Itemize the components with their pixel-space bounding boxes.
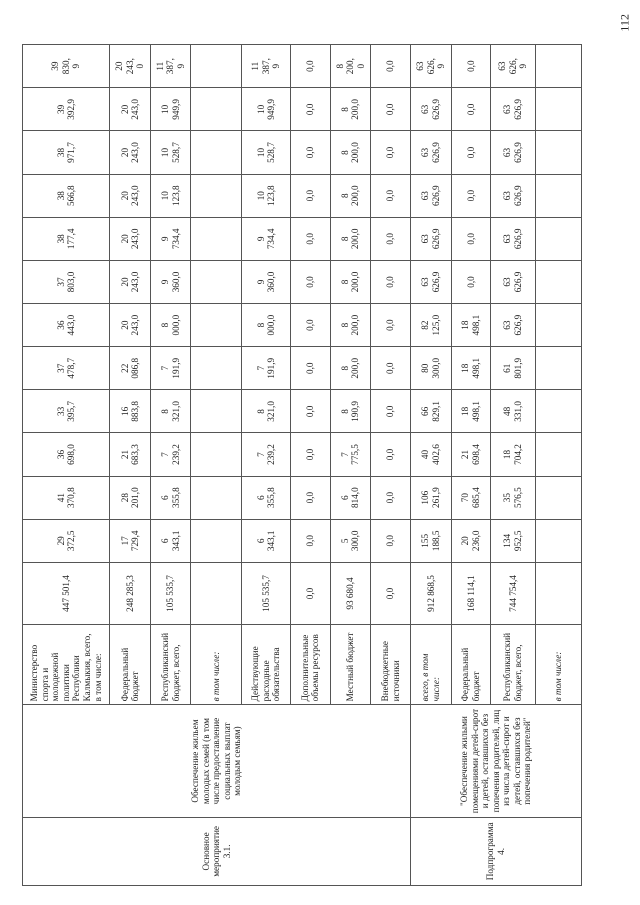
year-amount — [242, 519, 291, 562]
amount-value: 0,0 — [305, 146, 315, 159]
amount-value: 0,0 — [385, 189, 396, 202]
amount-value: 18 498,1 — [460, 401, 481, 422]
year-amount — [242, 304, 291, 347]
amount-value: 22 086,8 — [119, 357, 141, 379]
year-amount — [110, 131, 151, 174]
year-amount — [150, 519, 191, 562]
amount-value: 0,0 — [305, 233, 315, 245]
year-amount — [535, 131, 581, 174]
year-amount — [110, 88, 151, 131]
year-amount — [371, 304, 411, 347]
year-amount — [330, 304, 371, 347]
year-amount — [23, 217, 110, 260]
amount-value: 40 402,6 — [420, 444, 441, 465]
year-amount — [451, 45, 491, 88]
year-amount — [535, 476, 581, 519]
amount-value: 8 200,0 — [339, 185, 361, 207]
year-amount — [330, 433, 371, 476]
funding-source: в том числе: — [535, 625, 581, 705]
amount-value: 0,0 — [465, 60, 476, 72]
year-amount — [330, 88, 371, 131]
year-amount — [451, 390, 491, 433]
year-amount — [290, 304, 330, 347]
year-amount — [191, 131, 242, 174]
year-amount — [371, 217, 411, 260]
year-amount — [411, 131, 452, 174]
year-amount — [451, 131, 491, 174]
year-amount — [491, 131, 535, 174]
amount-value: 7 239,2 — [160, 444, 181, 465]
year-amount — [23, 476, 110, 519]
total-amount: 105 535,7 — [150, 562, 191, 624]
year-amount — [242, 433, 291, 476]
year-amount — [535, 433, 581, 476]
year-amount — [371, 433, 411, 476]
year-amount — [242, 390, 291, 433]
amount-value: 106 261,9 — [420, 487, 441, 508]
year-amount — [411, 217, 452, 260]
amount-value: 0,0 — [305, 189, 315, 202]
amount-value: 7 191,9 — [160, 357, 181, 379]
year-amount — [535, 390, 581, 433]
amount-value: 20 243, 0 — [114, 58, 146, 75]
funding-source: Республиканский бюджет, всего, — [491, 625, 535, 705]
year-amount — [491, 174, 535, 217]
amount-value: 10 123,8 — [255, 185, 277, 207]
amount-value: 0,0 — [305, 60, 315, 72]
funding-source: Республиканский бюджет, всего, — [150, 625, 191, 705]
amount-value: 11 387, 9 — [154, 58, 186, 75]
year-amount — [110, 519, 151, 562]
total-amount: 912 868,5 — [411, 562, 452, 624]
page-number: 112 — [618, 14, 632, 32]
amount-value: 8 000,0 — [160, 314, 181, 336]
year-amount — [411, 88, 452, 131]
year-amount — [242, 217, 291, 260]
year-amount — [411, 174, 452, 217]
amount-value: 63 626,9 — [502, 314, 523, 336]
year-amount — [23, 347, 110, 390]
year-amount — [451, 347, 491, 390]
year-amount — [150, 433, 191, 476]
year-amount — [371, 174, 411, 217]
year-amount — [242, 88, 291, 131]
year-amount — [371, 519, 411, 562]
funding-source: всего, в том числе: — [411, 625, 452, 705]
year-amount — [330, 45, 371, 88]
amount-value: 0,0 — [305, 276, 315, 288]
year-amount — [110, 304, 151, 347]
program-name: "Обеспечение жилыми помещениями детей-сирот и детей, оставшихся без попечения родителей, лиц из числа детей-сирот и детей, оставшихся без попечения родителей" — [411, 705, 582, 817]
total-amount: 168 114,1 — [451, 562, 491, 624]
amount-value: 0,0 — [385, 491, 396, 504]
table-row — [23, 45, 110, 886]
year-amount — [535, 88, 581, 131]
total-amount: 93 680,4 — [330, 562, 371, 624]
amount-value: 63 626,9 — [502, 99, 523, 120]
amount-value: 61 801,9 — [502, 357, 523, 379]
year-amount — [491, 45, 535, 88]
amount-value: 18 498,1 — [460, 314, 481, 336]
amount-value: 6 343,1 — [255, 530, 277, 552]
amount-value: 38 177,4 — [55, 228, 77, 250]
year-amount — [290, 519, 330, 562]
amount-value: 82 125,0 — [420, 314, 441, 336]
year-amount — [371, 88, 411, 131]
amount-value: 36 443,0 — [55, 314, 77, 336]
amount-value: 20 243,0 — [119, 142, 141, 163]
year-amount — [23, 174, 110, 217]
amount-value: 0,0 — [305, 103, 315, 116]
year-amount — [23, 433, 110, 476]
year-amount — [451, 260, 491, 303]
year-amount — [191, 174, 242, 217]
year-amount — [371, 390, 411, 433]
year-amount — [491, 347, 535, 390]
year-amount — [150, 390, 191, 433]
year-amount — [290, 174, 330, 217]
amount-value: 10 528,7 — [160, 142, 181, 163]
amount-value: 21 683,3 — [119, 444, 141, 465]
amount-value: 16 883,8 — [119, 401, 141, 422]
year-amount — [330, 390, 371, 433]
year-amount — [330, 131, 371, 174]
year-amount — [150, 88, 191, 131]
total-amount: 105 535,7 — [242, 562, 291, 624]
table-row — [411, 45, 452, 886]
year-amount — [535, 519, 581, 562]
year-amount — [330, 476, 371, 519]
amount-value: 0,0 — [385, 276, 396, 288]
amount-value: 63 626,9 — [420, 271, 441, 293]
year-amount — [535, 260, 581, 303]
amount-value: 38 566,8 — [55, 185, 77, 207]
year-amount — [411, 519, 452, 562]
year-amount — [491, 390, 535, 433]
year-amount — [290, 45, 330, 88]
year-amount — [290, 347, 330, 390]
year-amount — [191, 45, 242, 88]
amount-value: 0,0 — [385, 146, 396, 159]
funding-source: Местный бюджет — [330, 625, 371, 705]
funding-source: Дополнительные объемы ресурсов — [290, 625, 330, 705]
amount-value: 63 626,9 — [420, 99, 441, 120]
amount-value: 20 243,0 — [119, 314, 141, 336]
amount-value: 7 775,5 — [339, 444, 361, 465]
program-label: Основное мероприятие 3.1. — [23, 817, 411, 885]
amount-value: 0,0 — [465, 233, 476, 245]
year-amount — [535, 45, 581, 88]
year-amount — [23, 260, 110, 303]
year-amount — [371, 45, 411, 88]
budget-table — [22, 44, 582, 886]
year-amount — [290, 390, 330, 433]
amount-value: 33 395,7 — [55, 401, 77, 422]
year-amount — [451, 476, 491, 519]
amount-value: 9 360,0 — [255, 271, 277, 293]
amount-value: 0,0 — [305, 362, 315, 374]
amount-value: 6 343,1 — [160, 530, 181, 552]
year-amount — [330, 519, 371, 562]
amount-value: 0,0 — [385, 405, 396, 418]
amount-value: 8 190,9 — [339, 401, 361, 422]
amount-value: 10 949,9 — [160, 99, 181, 120]
year-amount — [371, 347, 411, 390]
amount-value: 48 331,0 — [502, 401, 523, 422]
amount-value: 8 200,0 — [339, 142, 361, 163]
amount-value: 8 321,0 — [255, 401, 277, 422]
year-amount — [451, 433, 491, 476]
year-amount — [191, 347, 242, 390]
amount-value: 17 729,4 — [119, 530, 141, 552]
year-amount — [290, 433, 330, 476]
year-amount — [191, 433, 242, 476]
year-amount — [451, 519, 491, 562]
year-amount — [150, 174, 191, 217]
amount-value: 18 704,2 — [502, 444, 523, 465]
amount-value: 134 952,5 — [502, 530, 523, 552]
amount-value: 8 200,0 — [339, 314, 361, 336]
year-amount — [290, 260, 330, 303]
year-amount — [23, 519, 110, 562]
amount-value: 70 685,4 — [460, 487, 481, 508]
year-amount — [110, 390, 151, 433]
total-amount — [535, 562, 581, 624]
amount-value: 28 201,0 — [119, 487, 141, 508]
year-amount — [191, 217, 242, 260]
amount-value: 63 626,9 — [502, 185, 523, 207]
amount-value: 8 200, 0 — [334, 58, 366, 75]
funding-source: Федеральный бюджет — [110, 625, 151, 705]
year-amount — [191, 88, 242, 131]
amount-value: 155 188,5 — [420, 530, 441, 552]
year-amount — [191, 304, 242, 347]
amount-value: 5 300,0 — [339, 530, 361, 552]
year-amount — [150, 217, 191, 260]
amount-value: 0,0 — [465, 146, 476, 159]
amount-value: 0,0 — [385, 362, 396, 374]
year-amount — [411, 347, 452, 390]
year-amount — [535, 174, 581, 217]
amount-value: 0,0 — [465, 276, 476, 288]
year-amount — [290, 88, 330, 131]
year-amount — [23, 88, 110, 131]
year-amount — [411, 45, 452, 88]
amount-value: 63 626,9 — [502, 228, 523, 250]
amount-value: 39 830, 9 — [50, 58, 82, 75]
year-amount — [150, 476, 191, 519]
amount-value: 63 626,9 — [502, 142, 523, 163]
rotated-table-container — [22, 44, 582, 886]
year-amount — [242, 476, 291, 519]
amount-value: 7 239,2 — [255, 444, 277, 465]
year-amount — [491, 476, 535, 519]
total-amount — [191, 562, 242, 624]
year-amount — [23, 45, 110, 88]
amount-value: 0,0 — [385, 448, 396, 461]
year-amount — [110, 217, 151, 260]
year-amount — [191, 476, 242, 519]
amount-value: 37 478,7 — [55, 357, 77, 379]
year-amount — [411, 476, 452, 519]
amount-value: 0,0 — [385, 60, 396, 72]
year-amount — [330, 260, 371, 303]
amount-value: 0,0 — [305, 319, 315, 331]
amount-value: 8 200,0 — [339, 357, 361, 379]
amount-value: 0,0 — [465, 103, 476, 116]
amount-value: 0,0 — [465, 189, 476, 202]
year-amount — [242, 347, 291, 390]
year-amount — [23, 304, 110, 347]
amount-value: 6 355,8 — [255, 487, 277, 508]
funding-source: Федеральный бюджет — [451, 625, 491, 705]
total-amount: 248 285,3 — [110, 562, 151, 624]
year-amount — [451, 217, 491, 260]
amount-value: 63 626,9 — [420, 228, 441, 250]
amount-value: 39 392,9 — [55, 99, 77, 120]
amount-value: 0,0 — [305, 535, 315, 547]
year-amount — [110, 476, 151, 519]
amount-value: 18 498,1 — [460, 357, 481, 379]
year-amount — [535, 217, 581, 260]
funding-source: Министерство спорта и молодежной политики Республики Калмыкия, всего, в том числе: — [23, 625, 110, 705]
amount-value: 8 000,0 — [255, 314, 277, 336]
amount-value: 7 191,9 — [255, 357, 277, 379]
year-amount — [191, 519, 242, 562]
year-amount — [491, 304, 535, 347]
year-amount — [150, 131, 191, 174]
year-amount — [535, 347, 581, 390]
amount-value: 6 814,0 — [339, 487, 361, 508]
year-amount — [290, 217, 330, 260]
year-amount — [371, 476, 411, 519]
year-amount — [150, 304, 191, 347]
amount-value: 10 949,9 — [255, 99, 277, 120]
amount-value: 63 626, 9 — [497, 58, 529, 75]
budget-table-body — [23, 45, 582, 886]
amount-value: 10 123,8 — [160, 185, 181, 207]
amount-value: 0,0 — [385, 319, 396, 331]
year-amount — [371, 260, 411, 303]
year-amount — [491, 519, 535, 562]
amount-value: 63 626,9 — [420, 185, 441, 207]
program-label: Подпрограмма 4. — [411, 817, 582, 885]
amount-value: 38 971,7 — [55, 142, 77, 163]
year-amount — [290, 476, 330, 519]
amount-value: 80 300,0 — [420, 357, 441, 379]
total-amount: 447 501,4 — [23, 562, 110, 624]
year-amount — [330, 174, 371, 217]
year-amount — [535, 304, 581, 347]
amount-value: 8 321,0 — [160, 401, 181, 422]
amount-value: 0,0 — [385, 535, 396, 547]
year-amount — [150, 260, 191, 303]
year-amount — [23, 390, 110, 433]
year-amount — [411, 260, 452, 303]
amount-value: 10 528,7 — [255, 142, 277, 163]
amount-value: 11 387, 9 — [250, 58, 282, 75]
year-amount — [23, 131, 110, 174]
year-amount — [491, 88, 535, 131]
year-amount — [150, 347, 191, 390]
amount-value: 9 734,4 — [255, 228, 277, 250]
year-amount — [110, 433, 151, 476]
amount-value: 37 803,0 — [55, 271, 77, 293]
year-amount — [411, 390, 452, 433]
amount-value: 36 698,0 — [55, 444, 77, 465]
amount-value: 63 626,9 — [420, 142, 441, 163]
year-amount — [150, 45, 191, 88]
year-amount — [110, 45, 151, 88]
year-amount — [411, 433, 452, 476]
amount-value: 20 243,0 — [119, 271, 141, 293]
program-name: Обеспечение жильем молодых семей (в том числе предоставление социальных выплат молодым семьям) — [23, 705, 411, 817]
amount-value: 0,0 — [305, 448, 315, 461]
year-amount — [330, 347, 371, 390]
amount-value: 20 243,0 — [119, 99, 141, 120]
amount-value: 29 372,5 — [55, 530, 77, 552]
year-amount — [242, 45, 291, 88]
amount-value: 6 355,8 — [160, 487, 181, 508]
amount-value: 0,0 — [385, 103, 396, 116]
year-amount — [451, 304, 491, 347]
amount-value: 9 734,4 — [160, 228, 181, 250]
year-amount — [110, 347, 151, 390]
amount-value: 63 626,9 — [502, 271, 523, 293]
amount-value: 0,0 — [385, 233, 396, 245]
amount-value: 20 243,0 — [119, 185, 141, 207]
amount-value: 63 626, 9 — [414, 58, 447, 75]
amount-value: 20 236,0 — [460, 530, 481, 552]
total-amount: 0,0 — [371, 562, 411, 624]
year-amount — [371, 131, 411, 174]
funding-source: Внебюджетные источники — [371, 625, 411, 705]
year-amount — [110, 260, 151, 303]
year-amount — [290, 131, 330, 174]
year-amount — [242, 260, 291, 303]
year-amount — [451, 88, 491, 131]
year-amount — [411, 304, 452, 347]
amount-value: 0,0 — [305, 405, 315, 418]
funding-source: Действующие расходные обязательства — [242, 625, 291, 705]
amount-value: 9 360,0 — [160, 271, 181, 293]
amount-value: 8 200,0 — [339, 99, 361, 120]
total-amount: 0,0 — [290, 562, 330, 624]
amount-value: 21 698,4 — [460, 444, 481, 465]
amount-value: 8 200,0 — [339, 228, 361, 250]
year-amount — [191, 260, 242, 303]
year-amount — [451, 174, 491, 217]
year-amount — [491, 217, 535, 260]
amount-value: 0,0 — [305, 491, 315, 504]
amount-value: 66 829,1 — [420, 401, 441, 422]
amount-value: 41 370,8 — [55, 487, 77, 508]
amount-value: 35 576,5 — [502, 487, 523, 508]
year-amount — [242, 131, 291, 174]
year-amount — [491, 433, 535, 476]
year-amount — [191, 390, 242, 433]
amount-value: 8 200,0 — [339, 271, 361, 293]
funding-source: в том числе: — [191, 625, 242, 705]
year-amount — [491, 260, 535, 303]
amount-value: 20 243,0 — [119, 228, 141, 250]
total-amount: 744 754,4 — [491, 562, 535, 624]
year-amount — [110, 174, 151, 217]
year-amount — [242, 174, 291, 217]
year-amount — [330, 217, 371, 260]
